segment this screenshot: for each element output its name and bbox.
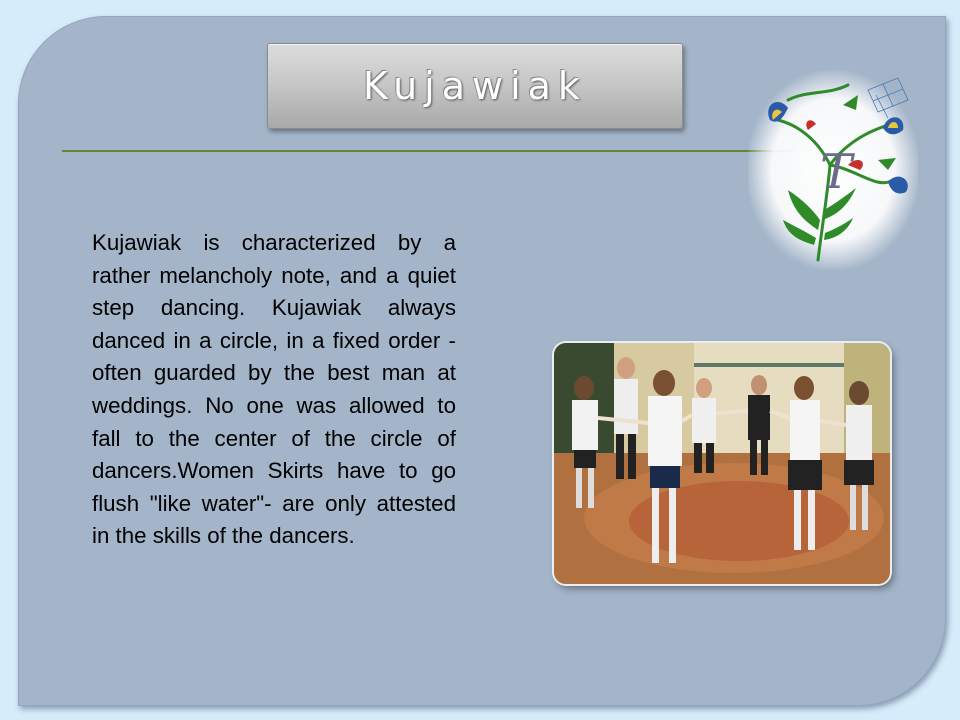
title-divider (62, 150, 794, 152)
folk-flower-icon (748, 70, 918, 270)
body-text: Kujawiak is characterized by a rather melancholy note, and a quiet step dancing. Kujawiak always danced in a circle, in a fixed order - often guarded by the best man at weddings. No one was allowed to fall to the center of the circle of dancers.Women Skirts have to go flush "like water"- are only attested in the skills of the dancers. (92, 230, 456, 549)
slide-title: Kujawiak (363, 64, 587, 108)
title-box (267, 43, 683, 129)
svg-text:T: T (820, 144, 853, 200)
dance-photo (554, 343, 890, 584)
